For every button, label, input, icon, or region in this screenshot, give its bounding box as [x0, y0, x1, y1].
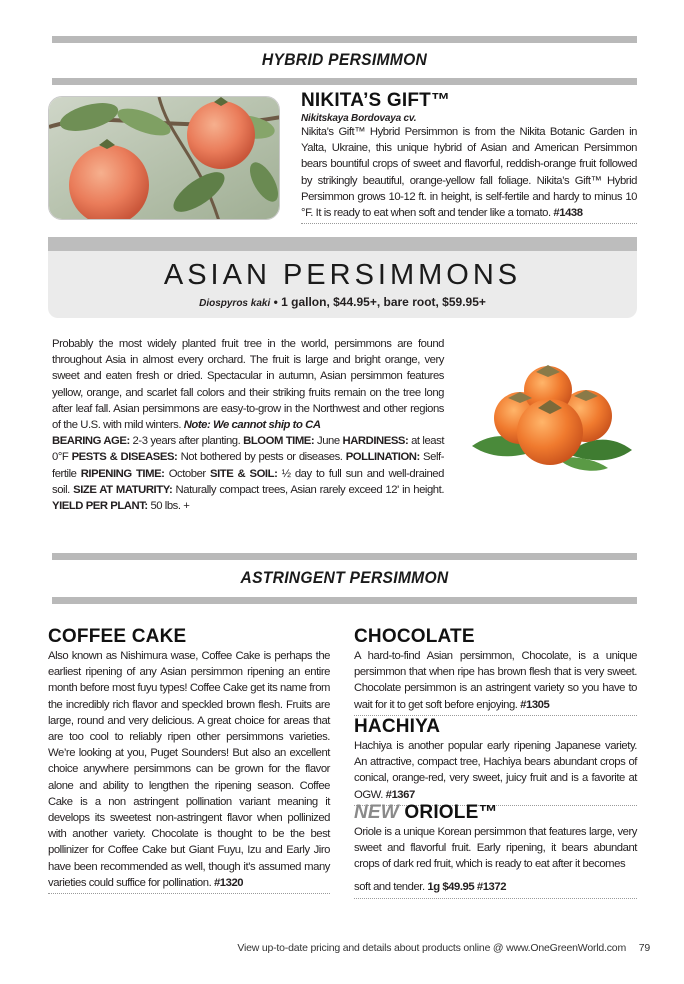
- shipping-note: Note: We cannot ship to CA: [183, 419, 321, 432]
- banner-rule: [48, 237, 637, 251]
- asian-intro: Probably the most widely planted fruit tree in the world, persimmons are found throughout Asia in almost every orchard. The fruit is large and bright orange, very sweet and eaten fresh or dried. Spectacular in autumn, Asian persimmon features yellow, orange, and scarlet fall colors and their striking fruits remain on the tree long after leaf fall. Asian persimmons are easy-to-grow in the Northwest and other regions of the U.S. with mild winters. Note: We cannot ship to CA BEARING AGE: 2-3 years after planting. BLOOM TIME: June HARDINESS: at least 0°F PESTS & DISEASES: Not bothered by pests or diseases. POLLINATION: Self-fertile RIPENING TIME: October SITE & SOIL: ½ day to full sun and well-drained soil. SIZE AT MATURITY: Naturally compact trees, Asian rarely exceed 12' in height. YIELD PER PLANT: 50 lbs. +: [52, 338, 445, 513]
- fact-list: BEARING AGE: 2-3 years after planting. BLOOM TIME: June HARDINESS: at least 0°F PESTS & DISEASES: Not bothered by pests or diseases. POLLINATION: Self-fertile RIPENING TIME: October SITE & SOIL: ½ day to full sun and well-drained soil. SIZE AT MATURITY: Naturally compact trees, Asian rarely exceed 12' in height. YIELD PER PLANT: 50 lbs. +: [52, 435, 445, 513]
- product-description: Hachiya is another popular early ripening Japanese variety. An attractive, compact tree, Hachiya bears abundant crops of conical, orange-red, very sweet, juicy fruit and is a favorite at OGW. #1367: [354, 738, 637, 806]
- page-footer: [0, 942, 650, 954]
- item-number: #1438: [553, 207, 583, 220]
- item-number: #1320: [213, 876, 244, 889]
- footer-text: View up-to-date pricing and details about products online @ www.OneGreenWorld.com: [237, 942, 626, 954]
- hachiya-entry: [354, 716, 637, 806]
- product-title: NIKITA’S GIFT™: [301, 90, 451, 111]
- nikitas-gift-entry: [301, 90, 637, 224]
- persimmon-fruit-cluster-image: [468, 358, 636, 476]
- astringent-section-heading: ASTRINGENT PERSIMMON: [240, 568, 449, 587]
- product-description-end: soft and tender. 1g $49.95 #1372: [354, 879, 637, 899]
- product-title: HACHIYA: [354, 716, 441, 737]
- new-badge: NEW: [354, 802, 399, 823]
- product-description: Nikita’s Gift™ Hybrid Persimmon is from the Nikita Botanic Garden in Yalta, Ukraine, this unique hybrid of Asian and American Persimmon bears bountiful crops of sweet and flavorful, reddish-orange fruit followed by strikingly beautiful, orange-yellow fall foliage. Nikita’s Gift™ Hybrid Persimmon grows 10-12 ft. in height, is self-fertile and hardy to minus 10 °F. It is ready to eat when soft and tender like a tomato. #1438: [301, 124, 637, 224]
- persimmon-branch-image: [49, 97, 280, 220]
- price-item-number: 1g $49.95 #1372: [427, 880, 507, 893]
- asian-persimmons-banner: [48, 237, 637, 318]
- category-title: ASIAN PERSIMMONS: [163, 259, 522, 291]
- product-description: Oriole is a unique Korean persimmon that features large, very sweet and flavorful fruit. Early ripening, it bears abundant crops of dark red fruit, which is ready to eat after it becomes: [354, 826, 637, 871]
- product-description: A hard-to-find Asian persimmon, Chocolate, is a unique persimmon that when ripe has brown flesh that is very sweet. Chocolate persimmon is an astringent variety so you have to wait for it to get soft before enjoying. #1305: [354, 648, 637, 716]
- category-latin-name: Diospyros kaki: [199, 298, 271, 309]
- astringent-top-rule: [52, 553, 637, 560]
- top-rule: [52, 36, 637, 43]
- category-pricing: • 1 gallon, $44.95+, bare root, $59.95+: [270, 295, 486, 309]
- asian-persimmons-photo: [468, 358, 636, 476]
- astringent-heading-rule: [52, 597, 637, 604]
- product-description: Also known as Nishimura wase, Coffee Cake is perhaps the earliest ripening of any Asian persimmon ripening an entire month before most fuyu types! Coffee Cake get its name from the incredibly rich flavor and speckled brown flesh. Fruits are large, round and very delicious. A great choice for areas that are too cool to reliably ripen other persimmons varieties. We’re looking at you, Puget Sounders! But also an excellent choice anywhere persimmons can be grown for the flavor alone and ability to lengthen the ripening season. Coffee Cake is a non astringent pollination variant meaning it develops its sweetest non-astringent flavor when pollinized with another variety. Chocolate is thought to be the best pollinizer for Coffee Cake but Giant Fuyu, Izu and Early Jiro have been recommended as well, though it’s assumed many varieties could suffice for pollination. #1320: [48, 648, 330, 894]
- product-title: ORIOLE™: [404, 802, 498, 823]
- product-title: COFFEE CAKE: [48, 626, 187, 647]
- item-number: #1367: [385, 788, 415, 801]
- category-pricing-line: [48, 295, 637, 309]
- nikitas-gift-photo: [48, 96, 280, 220]
- product-title-line: [354, 802, 637, 824]
- hybrid-section-heading: HYBRID PERSIMMON: [261, 50, 428, 69]
- item-number: #1305: [520, 698, 550, 711]
- page-number: 79: [638, 942, 650, 954]
- oriole-entry: [354, 802, 637, 899]
- hybrid-heading-rule: [52, 78, 637, 85]
- chocolate-entry: [354, 626, 637, 716]
- product-title: CHOCOLATE: [354, 626, 475, 647]
- latin-name: Nikitskaya Bordovaya cv.: [301, 113, 417, 124]
- coffee-cake-entry: [48, 626, 330, 894]
